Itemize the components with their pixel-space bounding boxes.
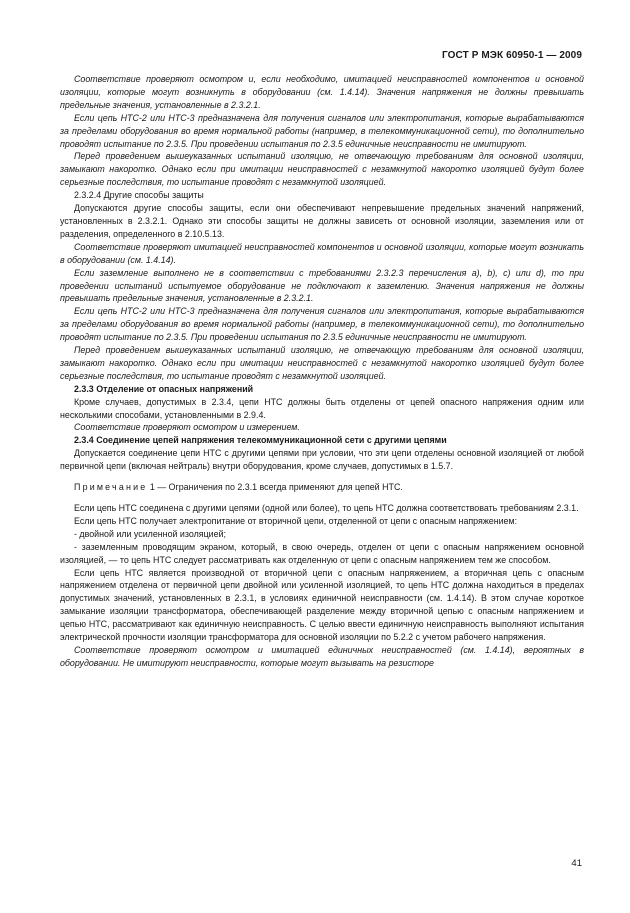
paragraph: Перед проведением вышеуказанных испытаний изоляцию, не отвечающую требованиям для основной изоляции, замыкают накоротко. Однако если при имитации неисправностей с незамкнутой накоротко изоляцией будут более серьезные последствия, то испытание проводят с незамкнутой изоляцией. xyxy=(60,151,584,188)
page-number: 41 xyxy=(571,858,582,869)
paragraph: Соответствие проверяют имитацией неисправностей компонентов и основной изоляции, которые могут возникать в оборудовании (см. 1.4.14). xyxy=(60,241,584,265)
paragraph: Соответствие проверяют осмотром и, если необходимо, имитацией неисправностей компонентов и основной изоляции, которые могут возникнуть в оборудовании (см. 1.4.14). Значения напряжения не должны превышать предельные значения, установленные в 2.3.2.1. xyxy=(60,74,584,110)
note xyxy=(60,481,584,494)
note-label: Примечание xyxy=(74,482,148,493)
standard-header: ГОСТ Р МЭК 60950-1 — 2009 xyxy=(442,50,582,61)
paragraph: Если цепь НТС-2 или НТС-3 предназначена для получения сигналов или электропитания, которые вырабатываются за пределами оборудования во время нормальной работы (например, в телекоммуникационной сети), то дополнительно проводят испытание по 2.3.5. При проведении испытания по 2.3.5 единичные неисправности не имитируют. xyxy=(60,112,584,149)
list-item: - заземленным проводящим экраном, который, в свою очередь, отделен от цепи с опасным напряжением основной изоляцией, — то цепь НТС следует рассматривать как отделенную от цепи с опасным напряжением тем же способом. xyxy=(60,541,584,565)
section-heading: 2.3.3 Отделение от опасных напряжений xyxy=(74,383,254,394)
document-body xyxy=(60,73,584,670)
paragraph: Перед проведением вышеуказанных испытаний изоляцию, не отвечающую требованиям для основной изоляции, замыкают накоротко. Однако если при имитации неисправностей с незамкнутой накоротко изоляцией будут более серьезные последствия, то испытание проводят с незамкнутой изоляцией. xyxy=(60,345,584,381)
paragraph: Если цепь НТС соединена с другими цепями (одной или более), то цепь НТС должна соответствовать требованиям 2.3.1. xyxy=(74,503,579,513)
section-heading: 2.3.4 Соединение цепей напряжения телекоммуникационной сети с другими цепями xyxy=(74,435,447,446)
note-text: 1 — Ограничения по 2.3.1 всегда применяют для цепей НТС. xyxy=(147,482,403,493)
paragraph: Если цепь НТС является производной от вторичной цепи с опасным напряжением, а вторичная цепь с опасным напряжением отделена от первичной цепи двойной или усиленной изоляцией, то цепь НТС должна находиться в пределах допустимых значений, установленных в 2.3.1, в условиях единичной неисправности (см. 1.4.14). В этом случае короткое замыкание изоляции трансформатора, обеспечивающей разделение между вторичной цепью с опасным напряжением и цепью НТС, рассматривают как единичную неисправность. С целью ввести единичную неисправность выполняют испытания электрической прочности изоляции трансформатора для основной изоляции по 5.2.2 с учетом рабочего напряжения. xyxy=(60,567,584,643)
paragraph: Соответствие проверяют осмотром и имитацией единичных неисправностей (см. 1.4.14), вероятных в оборудовании. Не имитируют неисправности, которые могут вызывать на резисторе xyxy=(60,644,584,668)
paragraph: Допускается соединение цепи НТС с другими цепями при условии, что эти цепи отделены основной изоляцией от любой первичной цепи (включая нейтраль) внутри оборудования, кроме случаев, допустимых в 1.5.7. xyxy=(60,448,584,472)
section-heading: 2.3.2.4 Другие способы защиты xyxy=(74,190,204,201)
paragraph: Если заземление выполнено не в соответствии с требованиями 2.3.2.3 перечисления a), b), c) или d), то при проведении испытаний испытуемое оборудование не подключают к заземлению. Значения напряжения не должны превышать предельные значения, установленные в 2.3.2.1. xyxy=(60,267,584,304)
paragraph: Допускаются другие способы защиты, если они обеспечивают непревышение предельных значений напряжений, установленных в 2.3.2.1. Однако эти способы защиты не должны зависеть от основной изоляции, заземления или от разделения, определенного в 2.10.5.13. xyxy=(60,203,584,239)
paragraph: Соответствие проверяют осмотром и измерением. xyxy=(74,422,300,433)
paragraph: Если цепь НТС получает электропитание от вторичной цепи, отделенной от цепи с опасным напряжением: xyxy=(74,515,518,526)
paragraph: Кроме случаев, допустимых в 2.3.4, цепи НТС должны быть отделены от цепей опасного напряжения одним или несколькими способами, установленными в 2.9.4. xyxy=(60,396,584,420)
list-item: - двойной или усиленной изоляцией; xyxy=(74,528,226,539)
paragraph: Если цепь НТС-2 или НТС-3 предназначена для получения сигналов или электропитания, которые вырабатываются за пределами оборудования во время нормальной работы (например, в телекоммуникационной сети), то дополнительно проводят испытание по 2.3.5. При проведении испытания по 2.3.5 единичные неисправности не имитируют. xyxy=(60,306,584,343)
